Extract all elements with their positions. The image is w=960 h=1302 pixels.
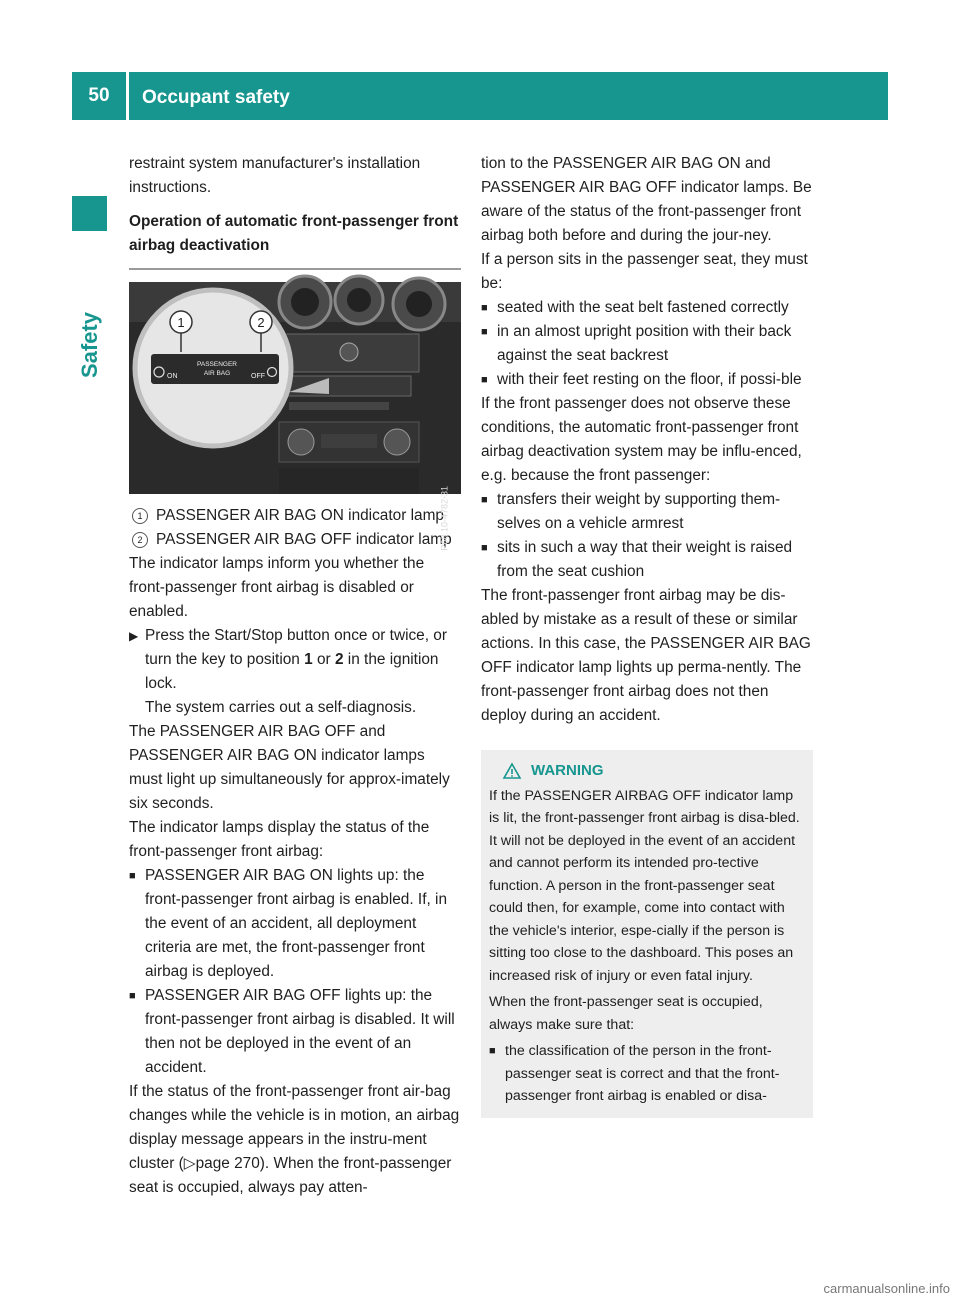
panel-off-label: OFF <box>251 373 265 380</box>
page-header <box>72 72 888 120</box>
list-item-text: PASSENGER AIR BAG OFF lights up: the front-passenger front airbag is disabled. It will then not be deployed in the event of an accident. <box>145 987 455 1076</box>
page-reference-link[interactable]: page 270 <box>195 1155 260 1172</box>
list-item <box>481 536 813 584</box>
list-item <box>481 320 813 368</box>
section-title: Occupant safety <box>142 87 290 108</box>
list-item-text: transfers their weight by supporting them-selves on a vehicle armrest <box>497 491 781 532</box>
panel-line-2: AIR BAG <box>203 370 231 377</box>
warning-title: WARNING <box>531 762 604 779</box>
paragraph: tion to the PASSENGER AIR BAG ON and PASSENGER AIR BAG OFF indicator lamps. Be aware of the status of the front-passenger front airbag both before and during the jour-ney. <box>481 155 812 244</box>
legend-number: 2 <box>132 532 148 548</box>
paragraph: The indicator lamps display the status of the front-passenger front airbag: <box>129 819 430 860</box>
panel-line-1: PASSENGER <box>197 361 237 368</box>
bullet-icon: ■ <box>481 302 488 314</box>
paragraph: If the front passenger does not observe these conditions, the automatic front-passenger front airbag deactivation system may be influ-enced, e.g. because the front passenger: <box>481 395 802 484</box>
paragraph: The indicator lamps inform you whether the front-passenger front airbag is disabled or enabled. <box>129 555 425 620</box>
page-ref-arrow-icon: ▷ <box>183 1155 196 1172</box>
legend-item <box>129 528 461 552</box>
instruction-step <box>129 624 461 696</box>
left-column <box>129 152 461 1200</box>
step-result: The system carries out a self-diagnosis. <box>145 699 417 716</box>
list-item <box>481 368 813 392</box>
page-number: 50 <box>88 85 110 106</box>
warning-text: When the front-passenger seat is occupied, always make sure that: <box>489 994 763 1033</box>
side-tab-marker <box>72 196 107 231</box>
side-tab-label: Safety <box>77 311 102 379</box>
warning-box <box>481 750 813 1118</box>
list-item-text: in an almost upright position with their back against the seat backrest <box>497 323 792 364</box>
paragraph: If the status of the front-passenger front air-bag changes while the vehicle is in motion, an airbag display message appears in the instru-ment cluster (▷page 270). When the front-passenger seat is occupied, always pay atten- <box>129 1083 460 1196</box>
right-column <box>481 152 813 1118</box>
paragraph: The PASSENGER AIR BAG OFF and PASSENGER AIR BAG ON indicator lamps must light up simultaneously for approx-imately six seconds. <box>129 723 450 812</box>
step-text: Press the Start/Stop button once or twice, or turn the key to position 1 or 2 in the ignition lock. <box>145 627 447 692</box>
header-separator <box>126 72 129 120</box>
watermark: carmanualsonline.info <box>823 1281 950 1296</box>
list-item-text: the classification of the person in the front-passenger seat is correct and that the front-passenger front airbag is enabled or disa- <box>505 1043 780 1104</box>
bullet-icon: ■ <box>129 870 136 882</box>
subheading-rule <box>129 268 461 270</box>
list-item-text: sits in such a way that their weight is raised from the seat cushion <box>497 539 793 580</box>
list-item-text: with their feet resting on the floor, if possi-ble <box>497 371 802 388</box>
list-item-text: seated with the seat belt fastened correctly <box>497 299 789 316</box>
warning-list-item <box>489 1040 805 1108</box>
paragraph: If a person sits in the passenger seat, they must be: <box>481 251 808 292</box>
bullet-icon: ■ <box>129 990 136 1002</box>
legend-text: PASSENGER AIR BAG OFF indicator lamp <box>156 531 452 548</box>
warning-text: If the PASSENGER AIRBAG OFF indicator lamp is lit, the front-passenger front airbag is disa-bled. It will not be deployed in the event of an accident and cannot perform its intended pro-tective function. A person in the front-passenger seat could then, for example, come into contact with the vehicle's interior, espe-cially if the person is sitting too close to the dashboard. This poses an increased risk of injury or even fatal injury. <box>489 787 800 984</box>
warning-header <box>503 760 805 783</box>
subheading: Operation of automatic front-passenger front airbag deactivation <box>129 213 459 254</box>
intro-text: restraint system manufacturer's installation instructions. <box>129 155 421 196</box>
legend-text: PASSENGER AIR BAG ON indicator lamp <box>156 507 444 524</box>
list-item-text: PASSENGER AIR BAG ON lights up: the front-passenger front airbag is enabled. If, in the event of an accident, all deployment criteria are met, the front-passenger front airbag is deployed. <box>145 867 448 980</box>
list-item <box>481 488 813 536</box>
callout-1: 1 <box>177 315 185 330</box>
panel-on-label: ON <box>167 373 178 380</box>
bullet-icon: ■ <box>489 1045 496 1057</box>
callout-2: 2 <box>257 315 265 330</box>
list-item <box>481 296 813 320</box>
paragraph: The front-passenger front airbag may be dis-abled by mistake as a result of these or similar actions. In this case, the PASSENGER AIR BAG OFF indicator lamp lights up perma-nently. The front-passenger front airbag does not then deploy during an accident. <box>481 587 811 724</box>
bullet-icon: ■ <box>481 494 488 506</box>
figure-code: P68.10-4782-31 <box>440 486 450 551</box>
legend-number: 1 <box>132 508 148 524</box>
list-item <box>129 984 461 1080</box>
bullet-icon: ■ <box>481 326 488 338</box>
list-item <box>129 864 461 984</box>
step-arrow-icon: ▶ <box>129 629 139 643</box>
dashboard-illustration <box>129 282 461 494</box>
bullet-icon: ■ <box>481 374 488 386</box>
legend-item <box>129 504 461 528</box>
bullet-icon: ■ <box>481 542 488 554</box>
warning-triangle-icon <box>503 763 521 779</box>
figure-legend <box>129 504 461 552</box>
